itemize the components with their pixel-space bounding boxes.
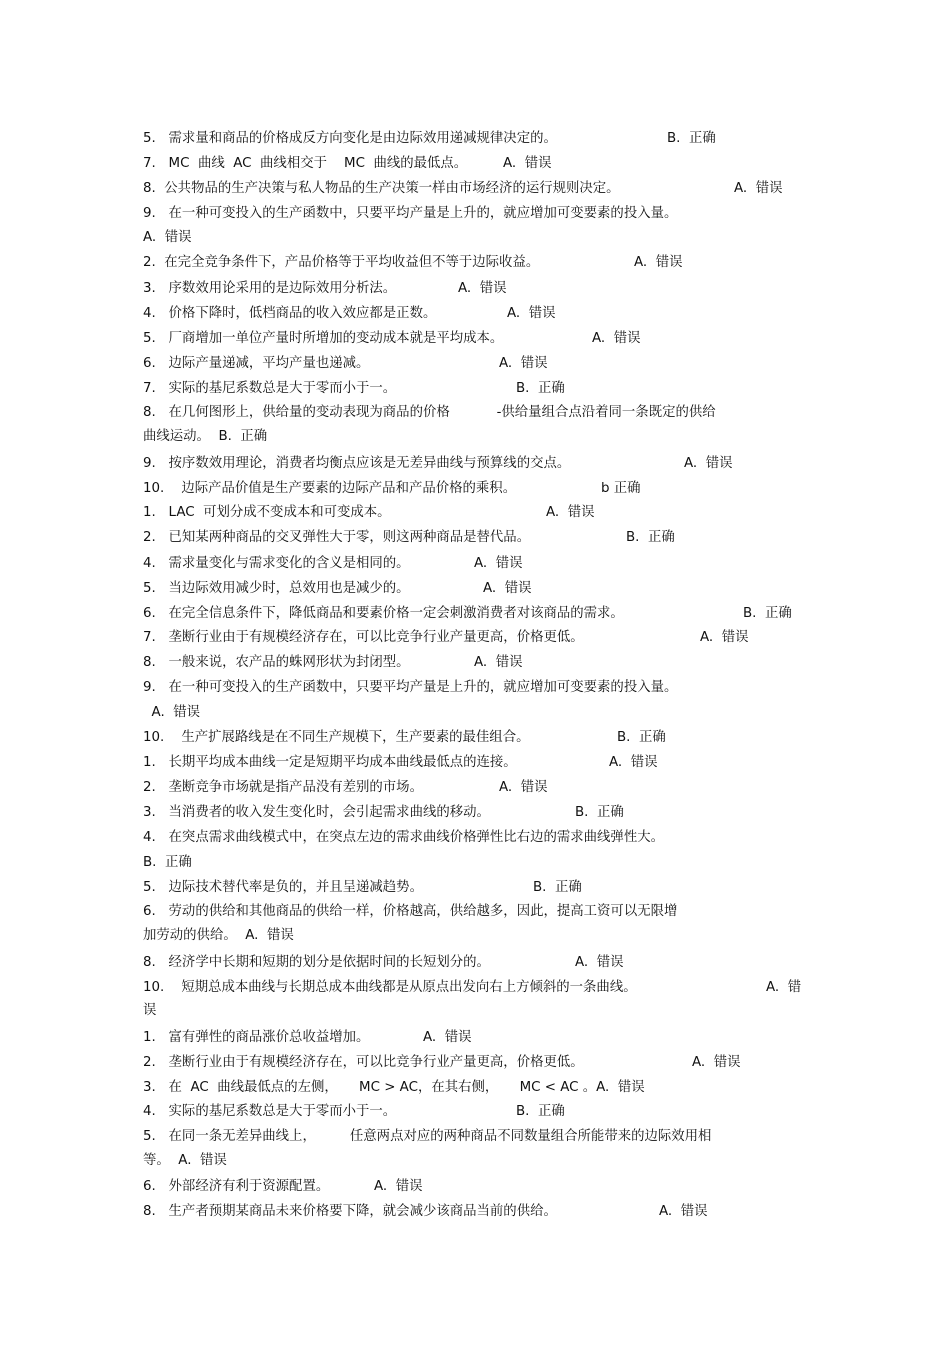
- question-line: 10. 短期总成本曲线与长期总成本曲线都是从原点出发向右上方倾斜的一条曲线。: [143, 980, 637, 995]
- question-line: 8. 在几何图形上，供给量的变动表现为商品的价格 -供给量组合点沿着同一条既定的供给: [143, 405, 716, 420]
- question-line: 3. 序数效用论采用的是边际效用分析法。: [143, 281, 397, 296]
- question-line: 9. 在一种可变投入的生产函数中，只要平均产量是上升的，就应增加可变要素的投入量。: [143, 680, 678, 695]
- question-line: 曲线运动。 B. 正确: [143, 429, 268, 444]
- question-line: 2. 已知某两种商品的交叉弹性大于零，则这两种商品是替代品。: [143, 530, 531, 545]
- answer-label: B. 正确: [533, 880, 582, 895]
- question-line: 2. 在完全竞争条件下，产品价格等于平均收益但不等于边际收益。: [143, 255, 540, 270]
- answer-label: B. 正确: [626, 530, 675, 545]
- question-line: A. 错误: [143, 705, 200, 720]
- question-line: 1. 富有弹性的商品涨价总收益增加。: [143, 1030, 370, 1045]
- question-line: 5. 当边际效用减少时，总效用也是减少的。: [143, 581, 410, 596]
- answer-label: A. 错误: [575, 955, 624, 970]
- answer-label: A. 错误: [734, 181, 783, 196]
- question-line: 2. 垄断竞争市场就是指产品没有差别的市场。: [143, 780, 423, 795]
- question-line: 4. 在突点需求曲线模式中，在突点左边的需求曲线价格弹性比右边的需求曲线弹性大。: [143, 830, 664, 845]
- answer-label: A. 错误: [684, 456, 733, 471]
- answer-label: A. 错误: [592, 331, 641, 346]
- answer-label: B. 正确: [743, 606, 792, 621]
- question-line: 8. 公共物品的生产决策与私人物品的生产决策一样由市场经济的运行规则决定。: [143, 181, 620, 196]
- question-line: 误: [143, 1003, 157, 1018]
- answer-label: A. 错误: [474, 655, 523, 670]
- answer-label: A. 错误: [499, 356, 548, 371]
- question-line: 1. 长期平均成本曲线一定是短期平均成本曲线最低点的连接。: [143, 755, 517, 770]
- question-line: 4. 需求量变化与需求变化的含义是相同的。: [143, 556, 410, 571]
- question-line: 1. LAC 可划分成不变成本和可变成本。: [143, 505, 391, 520]
- question-line: 4. 实际的基尼系数总是大于零而小于一。: [143, 1104, 397, 1119]
- answer-label: B. 正确: [516, 381, 565, 396]
- question-line: 5. 在同一条无差异曲线上， 任意两点对应的两种商品不同数量组合所能带来的边际效用相: [143, 1129, 712, 1144]
- answer-label: A. 错误: [499, 780, 548, 795]
- answer-label: A. 错误: [609, 755, 658, 770]
- answer-label: A. 错误: [507, 306, 556, 321]
- question-line: 5. 边际技术替代率是负的，并且呈递减趋势。: [143, 880, 423, 895]
- question-line: 8. 经济学中长期和短期的划分是依据时间的长短划分的。: [143, 955, 490, 970]
- question-line: 9. 在一种可变投入的生产函数中，只要平均产量是上升的，就应增加可变要素的投入量。: [143, 206, 678, 221]
- answer-label: A. 错: [766, 980, 802, 995]
- question-line: 等。 A. 错误: [143, 1153, 227, 1168]
- question-line: 5. 需求量和商品的价格成反方向变化是由边际效用递减规律决定的。: [143, 131, 557, 146]
- answer-label: A. 错误: [700, 630, 749, 645]
- answer-label: A. 错误: [458, 281, 507, 296]
- question-line: 5. 厂商增加一单位产量时所增加的变动成本就是平均成本。: [143, 331, 504, 346]
- question-line: 9. 按序数效用理论，消费者均衡点应该是无差异曲线与预算线的交点。: [143, 456, 571, 471]
- question-line: 2. 垄断行业由于有规模经济存在，可以比竞争行业产量更高，价格更低。: [143, 1055, 584, 1070]
- question-line: 6. 在完全信息条件下，降低商品和要素价格一定会刺激消费者对该商品的需求。: [143, 606, 624, 621]
- answer-label: A. 错误: [659, 1204, 708, 1219]
- question-line: 10. 生产扩展路线是在不同生产规模下，生产要素的最佳组合。: [143, 730, 530, 745]
- answer-label: A. 错误: [503, 156, 552, 171]
- question-line: 10. 边际产品价值是生产要素的边际产品和产品价格的乘积。: [143, 481, 517, 496]
- question-line: 8. 生产者预期某商品未来价格要下降，就会减少该商品当前的供给。: [143, 1204, 557, 1219]
- question-line: 8. 一般来说，农产品的蛛网形状为封闭型。: [143, 655, 410, 670]
- answer-label: A. 错误: [546, 505, 595, 520]
- question-line: 3. 在 AC 曲线最低点的左侧， MC > AC，在其右侧， MC < AC 。A. 错误: [143, 1080, 645, 1095]
- answer-label: B. 正确: [667, 131, 716, 146]
- question-line: 6. 外部经济有利于资源配置。: [143, 1179, 330, 1194]
- answer-label: A. 错误: [423, 1030, 472, 1045]
- answer-label: B. 正确: [617, 730, 666, 745]
- question-line: 7. 垄断行业由于有规模经济存在，可以比竞争行业产量更高，价格更低。: [143, 630, 584, 645]
- answer-label: A. 错误: [483, 581, 532, 596]
- question-line: 7. 实际的基尼系数总是大于零而小于一。: [143, 381, 397, 396]
- question-line: 加劳动的供给。 A. 错误: [143, 928, 294, 943]
- question-line: 7. MC 曲线 AC 曲线相交于 MC 曲线的最低点。: [143, 156, 468, 171]
- answer-label: A. 错误: [692, 1055, 741, 1070]
- question-line: 3. 当消费者的收入发生变化时，会引起需求曲线的移动。: [143, 805, 490, 820]
- answer-label: B. 正确: [516, 1104, 565, 1119]
- question-line: 6. 劳动的供给和其他商品的供给一样，价格越高，供给越多，因此，提高工资可以无限增: [143, 904, 678, 919]
- answer-label: B. 正确: [575, 805, 624, 820]
- question-line: A. 错误: [143, 230, 192, 245]
- answer-label: b 正确: [601, 481, 641, 496]
- answer-label: A. 错误: [474, 556, 523, 571]
- question-line: B. 正确: [143, 855, 192, 870]
- answer-label: A. 错误: [634, 255, 683, 270]
- question-line: 6. 边际产量递减，平均产量也递减。: [143, 356, 370, 371]
- question-line: 4. 价格下降时，低档商品的收入效应都是正数。: [143, 306, 437, 321]
- answer-label: A. 错误: [374, 1179, 423, 1194]
